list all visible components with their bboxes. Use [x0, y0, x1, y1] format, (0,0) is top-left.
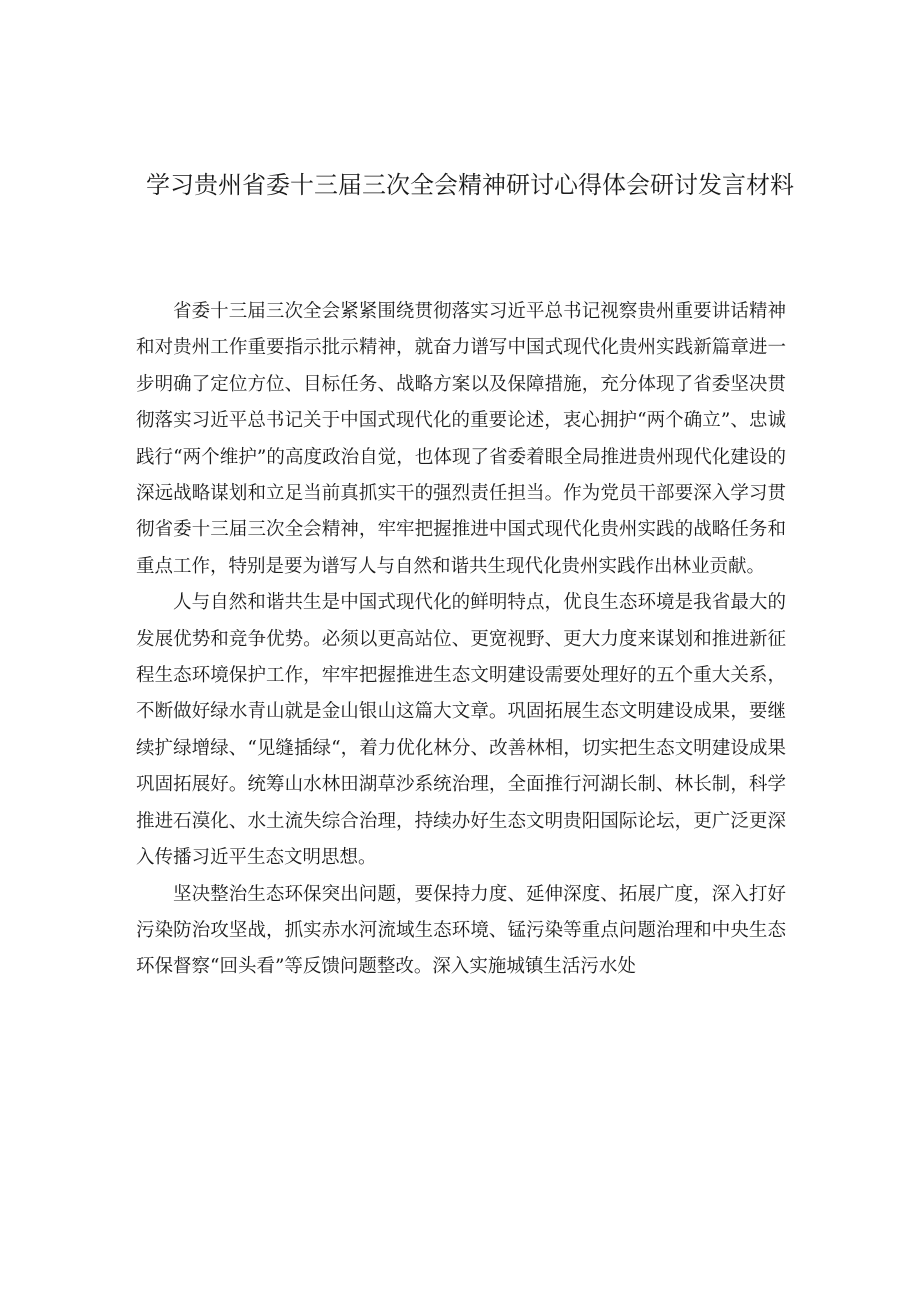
paragraph-2: 人与自然和谐共生是中国式现代化的鲜明特点，优良生态环境是我省最大的发展优势和竞争优势。必须以更高站位、更宽视野、更大力度来谋划和推进新征程生态环境保护工作，牢牢把握推进生态文明建设需要处理好的五个重大关系，不断做好绿水青山就是金山银山这篇大文章。巩固拓展生态文明建设成果，要继续扩绿增绿、“见缝插绿“，着力优化林分、改善林相，切实把生态文明建设成果巩固拓展好。统筹山水林田湖草沙系统治理，全面推行河湖长制、林长制，科学推进石漠化、水土流失综合治理，持续办好生态文明贵阳国际论坛，更广泛更深入传播习近平生态文明思想。 [136, 592, 786, 869]
paragraph-3: 坚决整治生态环保突出问题，要保持力度、延伸深度、拓展广度，深入打好污染防治攻坚战，抓实赤水河流域生态环境、锰污染等重点问题治理和中央生态环保督察“回头看”等反馈问题整改。深入实施城镇生活污水处 [136, 883, 786, 978]
document-body [136, 294, 786, 986]
paragraph-1: 省委十三届三次全会紧紧围绕贯彻落实习近平总书记视察贵州重要讲话精神和对贵州工作重要指示批示精神，就奋力谱写中国式现代化贵州实践新篇章进一步明确了定位方位、目标任务、战略方案以及保障措施，充分体现了省委坚决贯彻落实习近平总书记关于中国式现代化的重要论述，衷心拥护“两个确立”、忠诚践行“两个维护”的高度政治自觉，也体现了省委着眼全局推进贵州现代化建设的深远战略谋划和立足当前真抓实干的强烈责任担当。作为党员干部要深入学习贯彻省委十三届三次全会精神，牢牢把握推进中国式现代化贵州实践的战略任务和重点工作，特别是要为谱写人与自然和谐共生现代化贵州实践作出林业贡献。 [136, 301, 786, 577]
document-title: 学习贵州省委十三届三次全会精神研讨心得体会研讨发言材料 [146, 171, 794, 199]
